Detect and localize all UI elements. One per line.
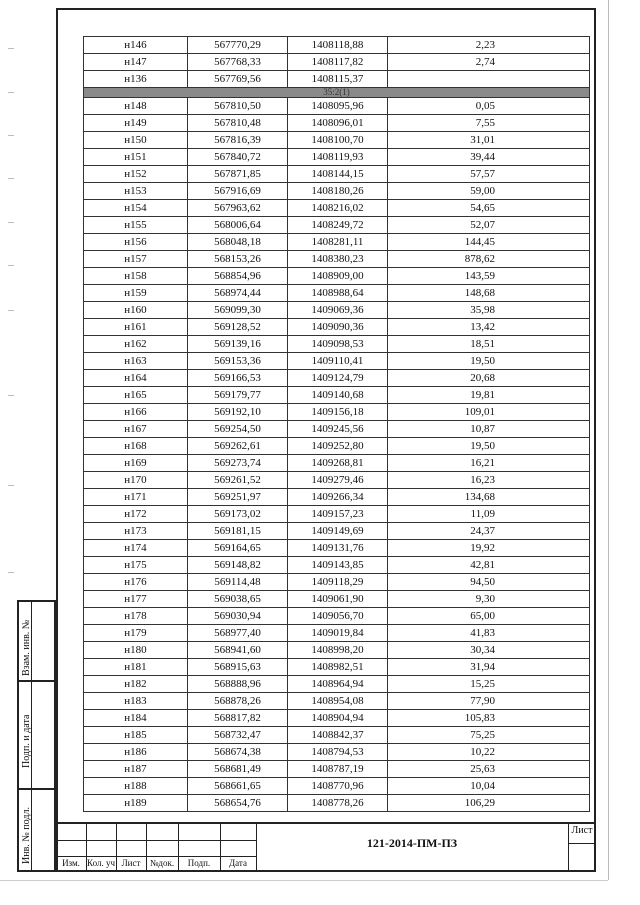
page-edge-right	[608, 0, 609, 880]
table-row	[84, 336, 590, 353]
point-id-cell: н166	[84, 404, 188, 421]
x-coord-cell: 569254,50	[188, 421, 288, 438]
table-row	[84, 744, 590, 761]
x-coord-cell: 567769,56	[188, 71, 288, 88]
point-id-cell: н153	[84, 183, 188, 200]
margin-tick	[8, 265, 14, 266]
sheet-label: Лист	[571, 825, 593, 836]
x-coord-cell: 568048,18	[188, 234, 288, 251]
point-id-cell: н185	[84, 727, 188, 744]
distance-cell: 11,09	[388, 506, 590, 523]
point-id-cell: н175	[84, 557, 188, 574]
table-row	[84, 132, 590, 149]
table-row	[84, 421, 590, 438]
margin-tick	[8, 135, 14, 136]
y-coord-cell: 1408380,23	[288, 251, 388, 268]
y-coord-cell: 1408998,20	[288, 642, 388, 659]
y-coord-cell: 1409110,41	[288, 353, 388, 370]
distance-cell: 2,74	[388, 54, 590, 71]
y-coord-cell: 1408904,94	[288, 710, 388, 727]
distance-cell: 20,68	[388, 370, 590, 387]
x-coord-cell: 567871,85	[188, 166, 288, 183]
distance-cell: 42,81	[388, 557, 590, 574]
distance-cell: 134,68	[388, 489, 590, 506]
point-id-cell: н150	[84, 132, 188, 149]
point-id-cell: н157	[84, 251, 188, 268]
table-row	[84, 710, 590, 727]
point-id-cell: н163	[84, 353, 188, 370]
table-row	[84, 727, 590, 744]
point-id-cell: н176	[84, 574, 188, 591]
table-row	[84, 557, 590, 574]
x-coord-cell: 568153,26	[188, 251, 288, 268]
point-id-cell: н180	[84, 642, 188, 659]
y-coord-cell: 1408988,64	[288, 285, 388, 302]
distance-cell: 144,45	[388, 234, 590, 251]
y-coord-cell: 1408117,82	[288, 54, 388, 71]
distance-cell	[388, 71, 590, 88]
point-id-cell: н169	[84, 455, 188, 472]
y-coord-cell: 1408115,37	[288, 71, 388, 88]
distance-cell: 2,23	[388, 37, 590, 54]
table-row	[84, 506, 590, 523]
point-id-cell: н183	[84, 693, 188, 710]
x-coord-cell: 569139,16	[188, 336, 288, 353]
y-coord-cell: 1408770,96	[288, 778, 388, 795]
y-coord-cell: 1408982,51	[288, 659, 388, 676]
x-coord-cell: 568915,63	[188, 659, 288, 676]
y-coord-cell: 1408180,26	[288, 183, 388, 200]
x-coord-cell: 567963,62	[188, 200, 288, 217]
x-coord-cell: 567770,29	[188, 37, 288, 54]
point-id-cell: н136	[84, 71, 188, 88]
x-coord-cell: 569261,52	[188, 472, 288, 489]
table-row	[84, 455, 590, 472]
table-row	[84, 778, 590, 795]
y-coord-cell: 1408216,02	[288, 200, 388, 217]
point-id-cell: н152	[84, 166, 188, 183]
table-row	[84, 37, 590, 54]
point-id-cell: н173	[84, 523, 188, 540]
y-coord-cell: 1409140,68	[288, 387, 388, 404]
distance-cell: 25,63	[388, 761, 590, 778]
point-id-cell: н187	[84, 761, 188, 778]
distance-cell: 13,42	[388, 319, 590, 336]
x-coord-cell: 568977,40	[188, 625, 288, 642]
x-coord-cell: 568941,60	[188, 642, 288, 659]
section-separator-label: 35:2(1)	[84, 88, 590, 98]
distance-cell: 35,98	[388, 302, 590, 319]
point-id-cell: н184	[84, 710, 188, 727]
point-id-cell: н148	[84, 98, 188, 115]
x-coord-cell: 569251,97	[188, 489, 288, 506]
y-coord-cell: 1408095,96	[288, 98, 388, 115]
point-id-cell: н160	[84, 302, 188, 319]
y-coord-cell: 1409266,34	[288, 489, 388, 506]
distance-cell: 31,94	[388, 659, 590, 676]
document-code: 121-2014-ПМ-ПЗ	[366, 836, 458, 850]
y-coord-cell: 1408787,19	[288, 761, 388, 778]
y-coord-cell: 1409252,80	[288, 438, 388, 455]
y-coord-cell: 1409118,29	[288, 574, 388, 591]
table-row	[84, 472, 590, 489]
margin-tick	[8, 92, 14, 93]
y-coord-cell: 1408794,53	[288, 744, 388, 761]
distance-cell: 105,83	[388, 710, 590, 727]
margin-tick	[8, 178, 14, 179]
distance-cell: 106,29	[388, 795, 590, 812]
y-coord-cell: 1408100,70	[288, 132, 388, 149]
stamp-line	[56, 840, 256, 841]
distance-cell: 16,21	[388, 455, 590, 472]
distance-cell: 148,68	[388, 285, 590, 302]
table-row	[84, 353, 590, 370]
table-row	[84, 149, 590, 166]
point-id-cell: н188	[84, 778, 188, 795]
x-coord-cell: 569153,36	[188, 353, 288, 370]
point-id-cell: н170	[84, 472, 188, 489]
point-id-cell: н151	[84, 149, 188, 166]
y-coord-cell: 1408119,93	[288, 149, 388, 166]
table-row	[84, 302, 590, 319]
table-row	[84, 251, 590, 268]
table-row	[84, 54, 590, 71]
x-coord-cell: 569099,30	[188, 302, 288, 319]
table-row	[84, 387, 590, 404]
distance-cell: 10,87	[388, 421, 590, 438]
y-coord-cell: 1408249,72	[288, 217, 388, 234]
point-id-cell: н181	[84, 659, 188, 676]
point-id-cell: н155	[84, 217, 188, 234]
x-coord-cell: 569273,74	[188, 455, 288, 472]
y-coord-cell: 1409157,23	[288, 506, 388, 523]
x-coord-cell: 569192,10	[188, 404, 288, 421]
point-id-cell: н149	[84, 115, 188, 132]
distance-cell: 75,25	[388, 727, 590, 744]
x-coord-cell: 569148,82	[188, 557, 288, 574]
margin-tick	[8, 485, 14, 486]
y-coord-cell: 1409131,76	[288, 540, 388, 557]
side-label-inv: Инв. № подл.	[21, 807, 32, 864]
y-coord-cell: 1408909,00	[288, 268, 388, 285]
x-coord-cell: 568674,38	[188, 744, 288, 761]
stamp-line	[568, 843, 596, 844]
point-id-cell: н162	[84, 336, 188, 353]
x-coord-cell: 568888,96	[188, 676, 288, 693]
stamp-header-kol: Кол. уч	[87, 858, 115, 868]
point-id-cell: н146	[84, 37, 188, 54]
table-row	[84, 183, 590, 200]
stamp-header-list: Лист	[121, 858, 141, 868]
y-coord-cell: 1409156,18	[288, 404, 388, 421]
y-coord-cell: 1409279,46	[288, 472, 388, 489]
y-coord-cell: 1409019,84	[288, 625, 388, 642]
distance-cell: 57,57	[388, 166, 590, 183]
point-id-cell: н171	[84, 489, 188, 506]
y-coord-cell: 1409090,36	[288, 319, 388, 336]
margin-tick	[8, 310, 14, 311]
margin-tick	[8, 395, 14, 396]
x-coord-cell: 569181,15	[188, 523, 288, 540]
x-coord-cell: 568878,26	[188, 693, 288, 710]
table-row	[84, 489, 590, 506]
y-coord-cell: 1409245,56	[288, 421, 388, 438]
distance-cell: 39,44	[388, 149, 590, 166]
distance-cell: 10,22	[388, 744, 590, 761]
point-id-cell: н182	[84, 676, 188, 693]
point-id-cell: н158	[84, 268, 188, 285]
point-id-cell: н167	[84, 421, 188, 438]
y-coord-cell: 1408778,26	[288, 795, 388, 812]
point-id-cell: н174	[84, 540, 188, 557]
point-id-cell: н161	[84, 319, 188, 336]
x-coord-cell: 567916,69	[188, 183, 288, 200]
margin-tick	[8, 48, 14, 49]
point-id-cell: н179	[84, 625, 188, 642]
point-id-cell: н159	[84, 285, 188, 302]
coordinates-table	[83, 36, 590, 812]
point-id-cell: н156	[84, 234, 188, 251]
stamp-header-ndok: №док.	[149, 858, 175, 868]
x-coord-cell: 569128,52	[188, 319, 288, 336]
distance-cell: 16,23	[388, 472, 590, 489]
table-row	[84, 319, 590, 336]
side-label-podp: Подп. и дата	[21, 714, 32, 768]
y-coord-cell: 1409098,53	[288, 336, 388, 353]
margin-tick	[8, 572, 14, 573]
y-coord-cell: 1408118,88	[288, 37, 388, 54]
x-coord-cell: 569030,94	[188, 608, 288, 625]
distance-cell: 31,01	[388, 132, 590, 149]
table-row	[84, 200, 590, 217]
stamp-line	[56, 856, 256, 857]
x-coord-cell: 567840,72	[188, 149, 288, 166]
y-coord-cell: 1409056,70	[288, 608, 388, 625]
stamp-header-podp: Подп.	[187, 858, 211, 868]
point-id-cell: н168	[84, 438, 188, 455]
distance-cell: 143,59	[388, 268, 590, 285]
table-row	[84, 370, 590, 387]
table-row	[84, 642, 590, 659]
x-coord-cell: 568974,44	[188, 285, 288, 302]
table-row	[84, 795, 590, 812]
table-row	[84, 761, 590, 778]
y-coord-cell: 1408144,15	[288, 166, 388, 183]
table-row	[84, 574, 590, 591]
y-coord-cell: 1408281,11	[288, 234, 388, 251]
y-coord-cell: 1409124,79	[288, 370, 388, 387]
table-row	[84, 98, 590, 115]
point-id-cell: н154	[84, 200, 188, 217]
table-row	[84, 608, 590, 625]
table-row	[84, 625, 590, 642]
point-id-cell: н164	[84, 370, 188, 387]
y-coord-cell: 1409149,69	[288, 523, 388, 540]
table-row	[84, 115, 590, 132]
y-coord-cell: 1408954,08	[288, 693, 388, 710]
x-coord-cell: 569173,02	[188, 506, 288, 523]
table-row	[84, 693, 590, 710]
x-coord-cell: 567810,48	[188, 115, 288, 132]
x-coord-cell: 569164,65	[188, 540, 288, 557]
x-coord-cell: 568817,82	[188, 710, 288, 727]
table-row	[84, 404, 590, 421]
distance-cell: 878,62	[388, 251, 590, 268]
y-coord-cell: 1409143,85	[288, 557, 388, 574]
distance-cell: 30,34	[388, 642, 590, 659]
x-coord-cell: 569038,65	[188, 591, 288, 608]
table-row	[84, 285, 590, 302]
distance-cell: 19,81	[388, 387, 590, 404]
distance-cell: 109,01	[388, 404, 590, 421]
y-coord-cell: 1408964,94	[288, 676, 388, 693]
point-id-cell: н178	[84, 608, 188, 625]
table-row	[84, 540, 590, 557]
page-edge-bottom	[0, 880, 608, 881]
x-coord-cell: 567768,33	[188, 54, 288, 71]
table-row	[84, 268, 590, 285]
x-coord-cell: 568681,49	[188, 761, 288, 778]
distance-cell: 0,05	[388, 98, 590, 115]
y-coord-cell: 1409061,90	[288, 591, 388, 608]
distance-cell: 19,92	[388, 540, 590, 557]
x-coord-cell: 568006,64	[188, 217, 288, 234]
stamp-header-data: Дата	[229, 858, 247, 868]
table-row	[84, 676, 590, 693]
distance-cell: 19,50	[388, 438, 590, 455]
distance-cell: 10,04	[388, 778, 590, 795]
table-row	[84, 217, 590, 234]
table-row	[84, 659, 590, 676]
distance-cell: 15,25	[388, 676, 590, 693]
table-row	[84, 523, 590, 540]
distance-cell: 52,07	[388, 217, 590, 234]
x-coord-cell: 567810,50	[188, 98, 288, 115]
distance-cell: 18,51	[388, 336, 590, 353]
table-row	[84, 71, 590, 88]
distance-cell: 41,83	[388, 625, 590, 642]
side-label-vzam: Взам. инв. №	[21, 619, 32, 676]
coordinates-table-body	[84, 37, 590, 812]
distance-cell: 77,90	[388, 693, 590, 710]
table-row	[84, 166, 590, 183]
distance-cell: 59,00	[388, 183, 590, 200]
x-coord-cell: 568661,65	[188, 778, 288, 795]
x-coord-cell: 568654,76	[188, 795, 288, 812]
y-coord-cell: 1408096,01	[288, 115, 388, 132]
y-coord-cell: 1409069,36	[288, 302, 388, 319]
margin-tick	[8, 222, 14, 223]
x-coord-cell: 569179,77	[188, 387, 288, 404]
distance-cell: 24,37	[388, 523, 590, 540]
y-coord-cell: 1408842,37	[288, 727, 388, 744]
point-id-cell: н165	[84, 387, 188, 404]
distance-cell: 19,50	[388, 353, 590, 370]
distance-cell: 7,55	[388, 115, 590, 132]
distance-cell: 9,30	[388, 591, 590, 608]
point-id-cell: н147	[84, 54, 188, 71]
distance-cell: 65,00	[388, 608, 590, 625]
x-coord-cell: 568732,47	[188, 727, 288, 744]
x-coord-cell: 567816,39	[188, 132, 288, 149]
point-id-cell: н186	[84, 744, 188, 761]
x-coord-cell: 569262,61	[188, 438, 288, 455]
table-row	[84, 438, 590, 455]
distance-cell: 54,65	[388, 200, 590, 217]
x-coord-cell: 569166,53	[188, 370, 288, 387]
distance-cell: 94,50	[388, 574, 590, 591]
x-coord-cell: 569114,48	[188, 574, 288, 591]
y-coord-cell: 1409268,81	[288, 455, 388, 472]
point-id-cell: н172	[84, 506, 188, 523]
x-coord-cell: 568854,96	[188, 268, 288, 285]
table-row	[84, 591, 590, 608]
section-separator-row	[84, 88, 590, 98]
point-id-cell: н177	[84, 591, 188, 608]
point-id-cell: н189	[84, 795, 188, 812]
stamp-header-izm: Изм.	[62, 858, 80, 868]
table-row	[84, 234, 590, 251]
